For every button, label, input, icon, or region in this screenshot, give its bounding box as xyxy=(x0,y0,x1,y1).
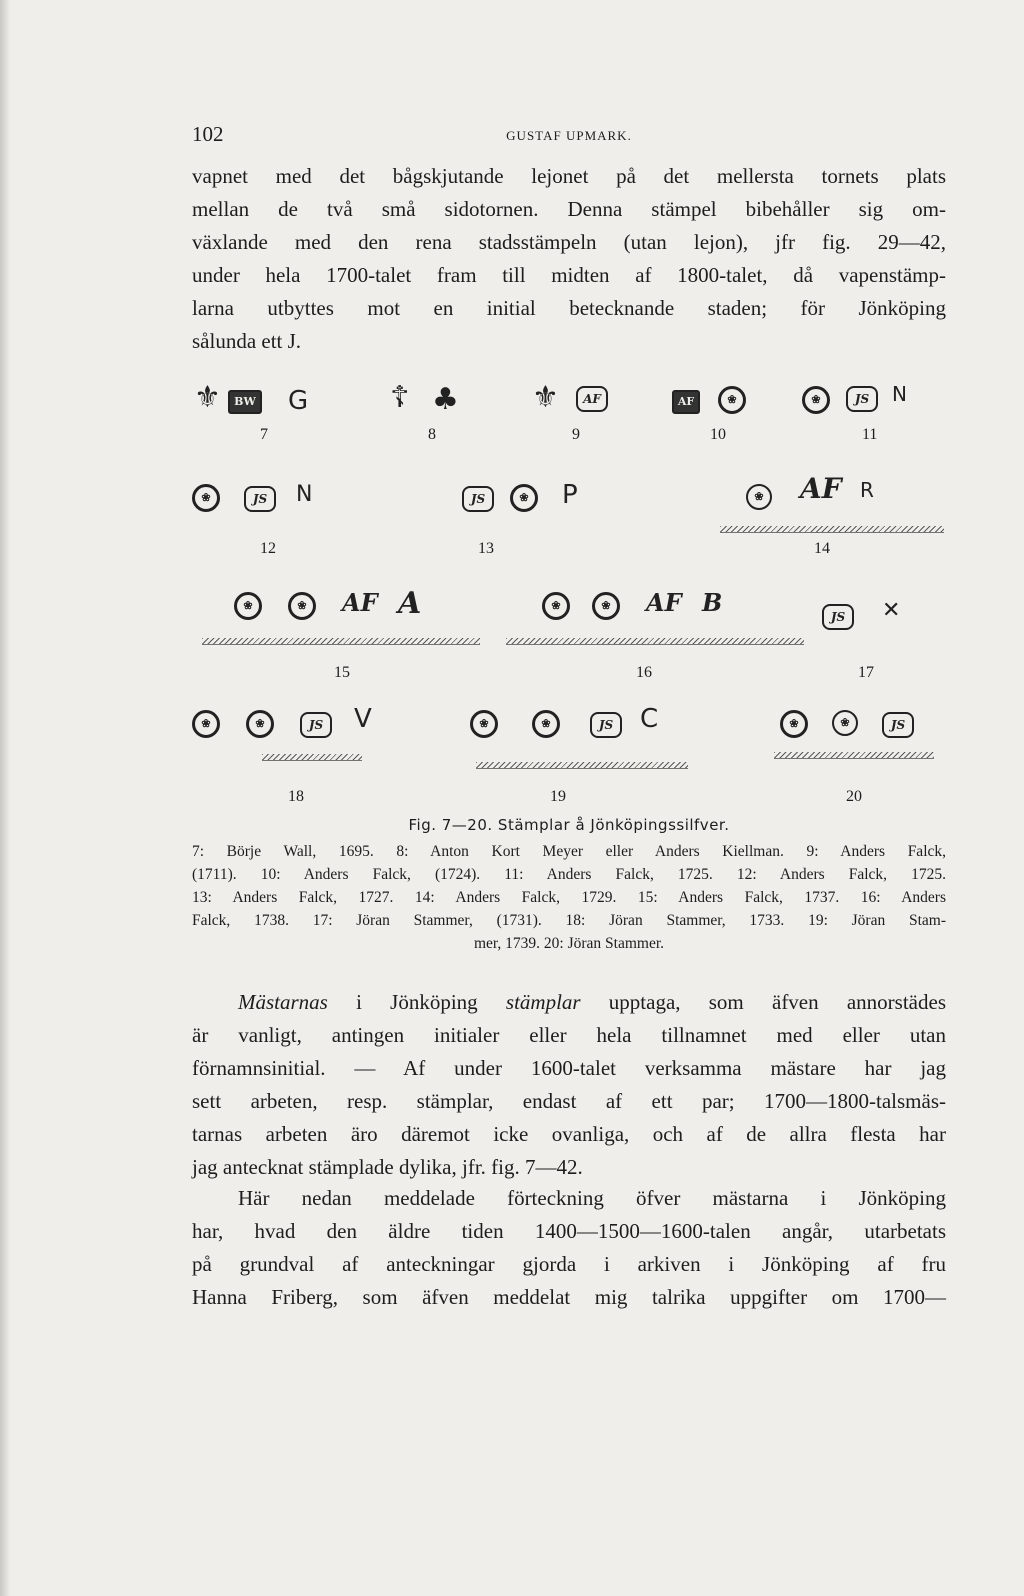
text-line: Här nedan meddelade förteckning öfver mästarna i Jönköping xyxy=(238,1186,946,1210)
town-stamp: ❀ xyxy=(192,484,220,512)
text-line: tarnas arbeten äro däremot icke ovanliga, och af de allra flesta har xyxy=(192,1122,946,1146)
town-stamp: ❀ xyxy=(542,592,570,620)
italic-term: stämplar xyxy=(505,990,581,1014)
wavy-mark xyxy=(262,754,362,761)
caption-line: (1711). 10: Anders Falck, (1724). 11: Anders Falck, 1725. 12: Anders Falck, 1725. xyxy=(192,866,946,883)
letter-stamp: R xyxy=(860,478,874,502)
text-line xyxy=(192,986,946,1019)
initials-stamp: JS xyxy=(590,712,622,738)
town-stamp: ❀ xyxy=(802,386,830,414)
town-stamp: ❀ xyxy=(746,484,772,510)
letter-stamp: N xyxy=(892,382,907,406)
paragraph-2 xyxy=(192,986,946,1184)
italic-term: Mästarnas xyxy=(238,990,328,1014)
paragraph-3 xyxy=(192,1182,946,1314)
initials-stamp: JS xyxy=(244,486,276,512)
letter-stamp: G xyxy=(288,386,309,416)
stamp-figure xyxy=(192,380,952,820)
text-line: Hanna Friberg, som äfven meddelat mig talrika uppgifter om 1700— xyxy=(192,1285,946,1309)
caption-line: mer, 1739. 20: Jöran Stammer. xyxy=(473,935,665,952)
figure-number: 16 xyxy=(636,664,652,681)
initials-stamp: BW xyxy=(228,390,262,414)
figure-number: 7 xyxy=(260,426,268,443)
initials-stamp: AF xyxy=(646,588,682,617)
town-stamp: ❀ xyxy=(470,710,498,738)
text-line: under hela 1700-talet fram till midten af 1800-talet, då vapenstämp- xyxy=(192,263,946,287)
wavy-mark xyxy=(720,526,944,533)
town-stamp: ❀ xyxy=(246,710,274,738)
letter-stamp: P xyxy=(562,480,578,510)
initials-stamp: AF xyxy=(576,386,608,412)
text-line: växlande med den rena stadsstämpeln (utan lejon), jfr fig. 29—42, xyxy=(192,230,946,254)
text-span: i Jönköping xyxy=(327,990,506,1014)
figure-number: 9 xyxy=(572,426,580,443)
town-stamp: ❀ xyxy=(532,710,560,738)
text-line: vapnet med det bågskjutande lejonet på det mellersta tornets plats xyxy=(192,164,946,188)
figure-number: 10 xyxy=(710,426,726,443)
text-line: förnamnsinitial. — Af under 1600-talet verksamma mästare har jag xyxy=(192,1056,946,1080)
page-edge xyxy=(0,0,10,1596)
wavy-mark xyxy=(774,752,934,759)
text-line: sålunda ett J. xyxy=(192,329,302,353)
town-stamp: ❀ xyxy=(718,386,746,414)
initials-stamp: AF xyxy=(342,588,378,617)
initials-stamp: JS xyxy=(822,604,854,630)
wavy-mark xyxy=(202,638,480,645)
running-head: GUSTAF UPMARK. xyxy=(506,128,632,143)
crest-stamp: ♣ xyxy=(432,382,459,417)
figure-number: 17 xyxy=(858,664,874,681)
text-line: är vanligt, antingen initialer eller hela tillnamnet med eller utan xyxy=(192,1023,946,1047)
text-line: larna utbyttes mot en initial betecknande staden; för Jönköping xyxy=(192,296,946,320)
text-line: på grundval af anteckningar gjorda i arkiven i Jönköping af fru xyxy=(192,1252,946,1276)
initials-stamp: JS xyxy=(300,712,332,738)
figure-caption-title: Fig. 7—20. Stämplar å Jönköpingssilfver. xyxy=(408,816,730,834)
figure-number: 20 xyxy=(846,788,862,805)
page-header xyxy=(192,122,946,152)
text-span: upptaga, som äfven annorstädes xyxy=(580,990,946,1014)
town-stamp: ❀ xyxy=(780,710,808,738)
text-line: har, hvad den äldre tiden 1400—1500—1600-talen angår, utarbetats xyxy=(192,1219,946,1243)
wavy-mark xyxy=(476,762,688,769)
cross-stamp: ☦ xyxy=(390,380,410,415)
figure-number: 19 xyxy=(550,788,566,805)
figure-number: 18 xyxy=(288,788,304,805)
town-stamp: ❀ xyxy=(510,484,538,512)
fleur-de-lis-stamp: ⚜ xyxy=(194,380,221,415)
figure-number: 14 xyxy=(814,540,830,557)
town-stamp: ❀ xyxy=(832,710,858,736)
figure-number: 13 xyxy=(478,540,494,557)
figure-number: 8 xyxy=(428,426,436,443)
figure-number: 12 xyxy=(260,540,276,557)
town-stamp: ❀ xyxy=(288,592,316,620)
cross-stamp: ✕ xyxy=(882,598,901,623)
page-number: 102 xyxy=(192,122,224,146)
town-stamp: ❀ xyxy=(234,592,262,620)
letter-stamp: A xyxy=(398,586,422,621)
text-line: mellan de två små sidotornen. Denna stämpel bibehåller sig om- xyxy=(192,197,946,221)
text-line: sett arbeten, resp. stämplar, endast af ett par; 1700—1800-talsmäs- xyxy=(192,1089,946,1113)
fleur-de-lis-stamp: ⚜ xyxy=(532,380,559,415)
figure-number: 15 xyxy=(334,664,350,681)
figure-number: 11 xyxy=(862,426,878,443)
letter-stamp: N xyxy=(296,482,313,507)
text-line: jag antecknat stämplade dylika, jfr. fig. 7—42. xyxy=(192,1155,583,1179)
letter-stamp: C xyxy=(640,704,659,734)
initials-stamp: JS xyxy=(846,386,878,412)
initials-stamp: AF xyxy=(800,472,842,505)
caption-line: 13: Anders Falck, 1727. 14: Anders Falck, 1729. 15: Anders Falck, 1737. 16: Anders xyxy=(192,889,946,906)
caption-line: Falck, 1738. 17: Jöran Stammer, (1731). 18: Jöran Stammer, 1733. 19: Jöran Stam- xyxy=(192,912,946,929)
initials-stamp: JS xyxy=(462,486,494,512)
paragraph-1 xyxy=(192,160,946,358)
letter-stamp: B xyxy=(702,588,723,617)
wavy-mark xyxy=(506,638,804,645)
town-stamp: ❀ xyxy=(592,592,620,620)
town-stamp: ❀ xyxy=(192,710,220,738)
initials-stamp: AF xyxy=(672,390,700,414)
initials-stamp: JS xyxy=(882,712,914,738)
letter-stamp: V xyxy=(354,704,372,734)
figure-caption xyxy=(192,840,946,955)
caption-line: 7: Börje Wall, 1695. 8: Anton Kort Meyer eller Anders Kiellman. 9: Anders Falck, xyxy=(192,843,946,860)
